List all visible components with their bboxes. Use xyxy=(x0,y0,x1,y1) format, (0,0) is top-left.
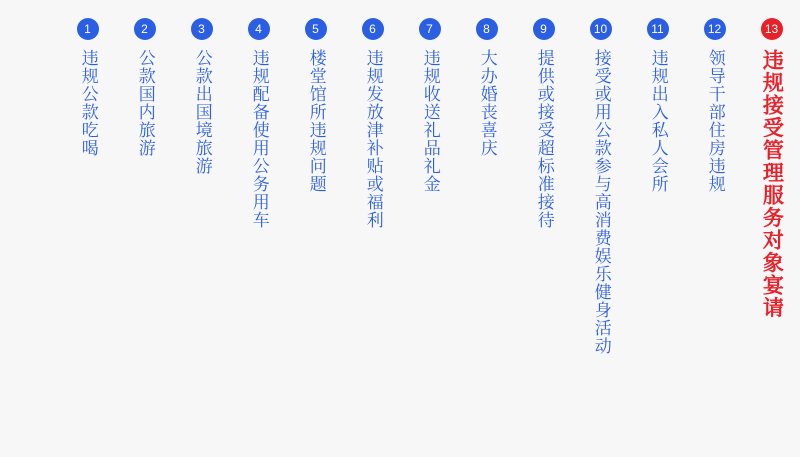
item-number-badge: 5 xyxy=(305,18,327,40)
item-label: 违规出入私人会所 xyxy=(647,49,668,193)
item-number-badge: 11 xyxy=(647,18,669,40)
item-label: 提供或接受超标准接待 xyxy=(533,49,554,229)
item-label: 楼堂馆所违规问题 xyxy=(305,49,326,193)
item-label: 公款出国境旅游 xyxy=(191,49,212,175)
diagram-item-10[interactable] xyxy=(572,18,629,449)
diagram-item-9[interactable] xyxy=(515,18,572,449)
item-label: 领导干部住房违规 xyxy=(704,49,725,193)
diagram-item-3[interactable] xyxy=(173,18,230,449)
diagram-item-1[interactable] xyxy=(59,18,116,449)
item-number-badge: 12 xyxy=(704,18,726,40)
item-label: 接受或用公款参与高消费娱乐健身活动 xyxy=(590,49,611,355)
item-number-badge: 7 xyxy=(419,18,441,40)
item-number-badge: 9 xyxy=(533,18,555,40)
item-label: 违规公款吃喝 xyxy=(77,49,98,157)
item-label: 公款国内旅游 xyxy=(134,49,155,157)
diagram-item-13[interactable] xyxy=(743,18,800,449)
diagram-item-4[interactable] xyxy=(230,18,287,449)
diagram-item-6[interactable] xyxy=(344,18,401,449)
diagram-item-2[interactable] xyxy=(116,18,173,449)
item-number-badge: 6 xyxy=(362,18,384,40)
item-number-badge: 2 xyxy=(134,18,156,40)
diagram-item-11[interactable] xyxy=(629,18,686,449)
item-number-badge: 10 xyxy=(590,18,612,40)
item-number-badge: 13 xyxy=(761,18,783,40)
item-number-badge: 3 xyxy=(191,18,213,40)
diagram-item-12[interactable] xyxy=(686,18,743,449)
item-label: 大办婚丧喜庆 xyxy=(476,49,497,157)
item-label: 违规配备使用公务用车 xyxy=(248,49,269,229)
item-number-badge: 8 xyxy=(476,18,498,40)
item-label: 违规接受管理服务对象宴请 xyxy=(760,49,785,319)
item-label: 违规收送礼品礼金 xyxy=(419,49,440,193)
diagram-item-7[interactable] xyxy=(401,18,458,449)
diagram-item-8[interactable] xyxy=(458,18,515,449)
item-number-badge: 4 xyxy=(248,18,270,40)
item-label: 违规发放津补贴或福利 xyxy=(362,49,383,229)
item-number-badge: 1 xyxy=(77,18,99,40)
diagram-item-5[interactable] xyxy=(287,18,344,449)
